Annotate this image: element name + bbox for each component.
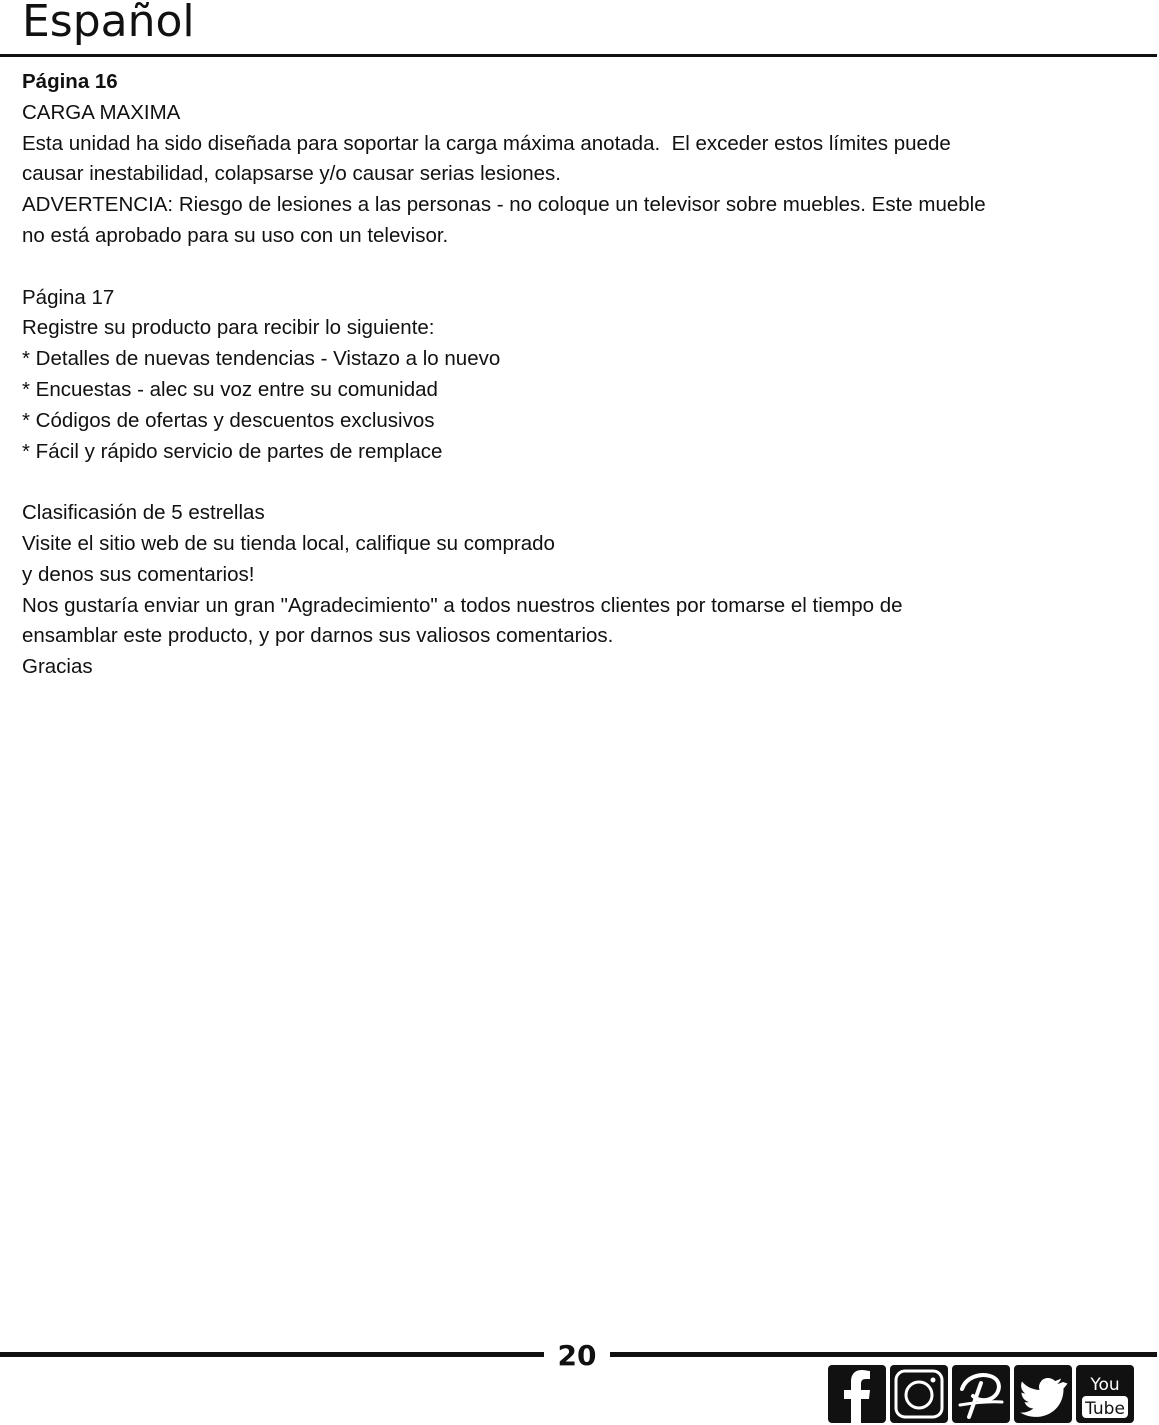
text-line: no está aprobado para su uso con un televisor. xyxy=(22,223,449,247)
list-item: * Fácil y rápido servicio de partes de remplace xyxy=(22,439,443,463)
social-icons xyxy=(828,1365,1134,1423)
text-line: causar inestabilidad, colapsarse y/o causar serias lesiones. xyxy=(22,162,561,186)
text-line: ensamblar este producto, y por darnos sus valiosos comentarios. xyxy=(22,624,614,648)
section-heading: Página 16 xyxy=(22,70,118,93)
list-item: * Encuestas - alec su voz entre su comunidad xyxy=(22,377,438,401)
text-line: Gracias xyxy=(22,655,93,679)
section-page-17 xyxy=(22,283,1152,468)
youtube-label-top: You xyxy=(1090,1375,1120,1395)
top-divider xyxy=(0,54,1157,57)
section-heading: Página 17 xyxy=(22,285,115,309)
text-line: Nos gustaría enviar un gran "Agradecimiento" a todos nuestros clientes por tomarse el tiempo de xyxy=(22,593,903,617)
text-line: Registre su producto para recibir lo siguiente: xyxy=(22,316,435,340)
text-line: Esta unidad ha sido diseñada para soportar la carga máxima anotada. El exceder estos límites puede xyxy=(22,131,951,155)
section-heading: Clasificasión de 5 estrellas xyxy=(22,501,265,525)
list-item: * Detalles de nuevas tendencias - Vistazo a lo nuevo xyxy=(22,347,501,371)
section-page-16 xyxy=(22,67,1152,252)
instagram-icon[interactable] xyxy=(890,1365,948,1423)
pinterest-icon[interactable] xyxy=(952,1365,1010,1423)
language-title: Español xyxy=(22,0,195,47)
facebook-icon[interactable] xyxy=(828,1365,886,1423)
text-line: CARGA MAXIMA xyxy=(22,100,181,124)
list-item: * Códigos de ofertas y descuentos exclusivos xyxy=(22,408,435,432)
text-line: Visite el sitio web de su tienda local, califique su comprado xyxy=(22,531,555,555)
text-line: y denos sus comentarios! xyxy=(22,562,255,586)
section-rating xyxy=(22,498,1152,683)
manual-content xyxy=(22,67,1152,683)
footer-divider-right xyxy=(610,1352,1157,1357)
paragraph-gap xyxy=(22,467,1152,498)
youtube-icon[interactable] xyxy=(1076,1365,1134,1423)
text-line: ADVERTENCIA: Riesgo de lesiones a las personas - no coloque un televisor sobre muebles. Este mueble xyxy=(22,193,986,217)
footer-divider-left xyxy=(0,1352,544,1357)
page-number: 20 xyxy=(557,1339,597,1372)
twitter-icon[interactable] xyxy=(1014,1365,1072,1423)
youtube-label-bottom: Tube xyxy=(1085,1399,1125,1419)
paragraph-gap xyxy=(22,252,1152,283)
